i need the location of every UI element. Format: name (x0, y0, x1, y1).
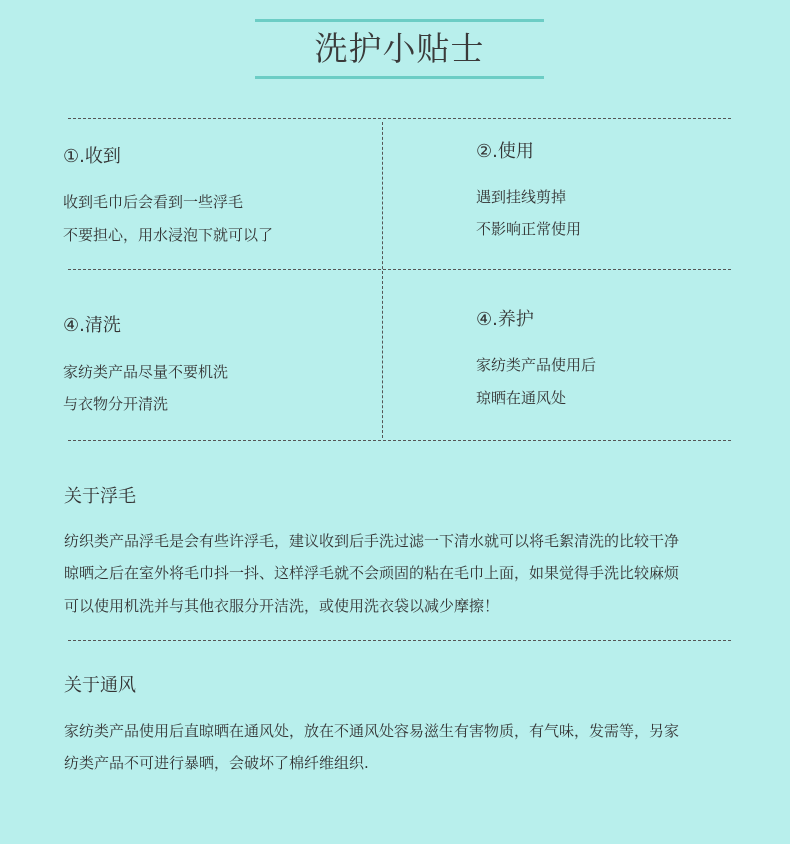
tip-line: 与衣物分开清洗 (63, 395, 169, 413)
tip-line: 琼晒在通风处 (476, 389, 567, 407)
title-top-rule (255, 19, 544, 22)
grid-divider-top (68, 118, 731, 119)
tip-title: ④.清洗 (63, 315, 121, 336)
tip-line: 收到毛巾后会看到一些浮毛 (63, 193, 244, 211)
grid-divider-bottom (68, 440, 731, 441)
tip-line: 不要担心，用水浸泡下就可以了 (63, 226, 274, 244)
paragraph-line: 可以使用机洗并与其他衣服分开洁洗，或使用洗衣袋以减少摩擦！ (64, 597, 500, 615)
tip-title: ④.养护 (476, 309, 534, 330)
grid-divider-vertical (382, 122, 383, 438)
title-bottom-rule (255, 76, 544, 79)
section-title: 关于浮毛 (64, 486, 136, 507)
paragraph-line: 家纺类产品使用后直晾晒在通风处，放在不通风处容易滋生有害物质，有气味，发需等，另家 (64, 722, 680, 740)
tip-line: 家纺类产品尽量不要机洗 (63, 363, 229, 381)
page-title: 洗护小贴士 (314, 29, 485, 68)
section-divider (68, 640, 731, 641)
tip-title: ②.使用 (476, 141, 534, 162)
tip-title: ①.收到 (63, 146, 121, 167)
paragraph-line: 纺类产品不可进行暴晒，会破坏了棉纤维组织. (64, 754, 369, 772)
grid-divider-middle (68, 269, 731, 270)
paragraph-line: 晾晒之后在室外将毛巾抖一抖、这样浮毛就不会顽固的粘在毛巾上面，如果觉得手洗比较麻烦 (64, 564, 680, 582)
title-block (255, 19, 544, 80)
tip-line: 不影响正常使用 (476, 220, 582, 238)
section-title: 关于通风 (64, 675, 136, 696)
tip-line: 遇到挂线剪掉 (476, 188, 567, 206)
tip-line: 家纺类产品使用后 (476, 356, 597, 374)
paragraph-line: 纺织类产品浮毛是会有些许浮毛，建议收到后手洗过滤一下清水就可以将毛絮清洗的比较干净 (64, 532, 680, 550)
